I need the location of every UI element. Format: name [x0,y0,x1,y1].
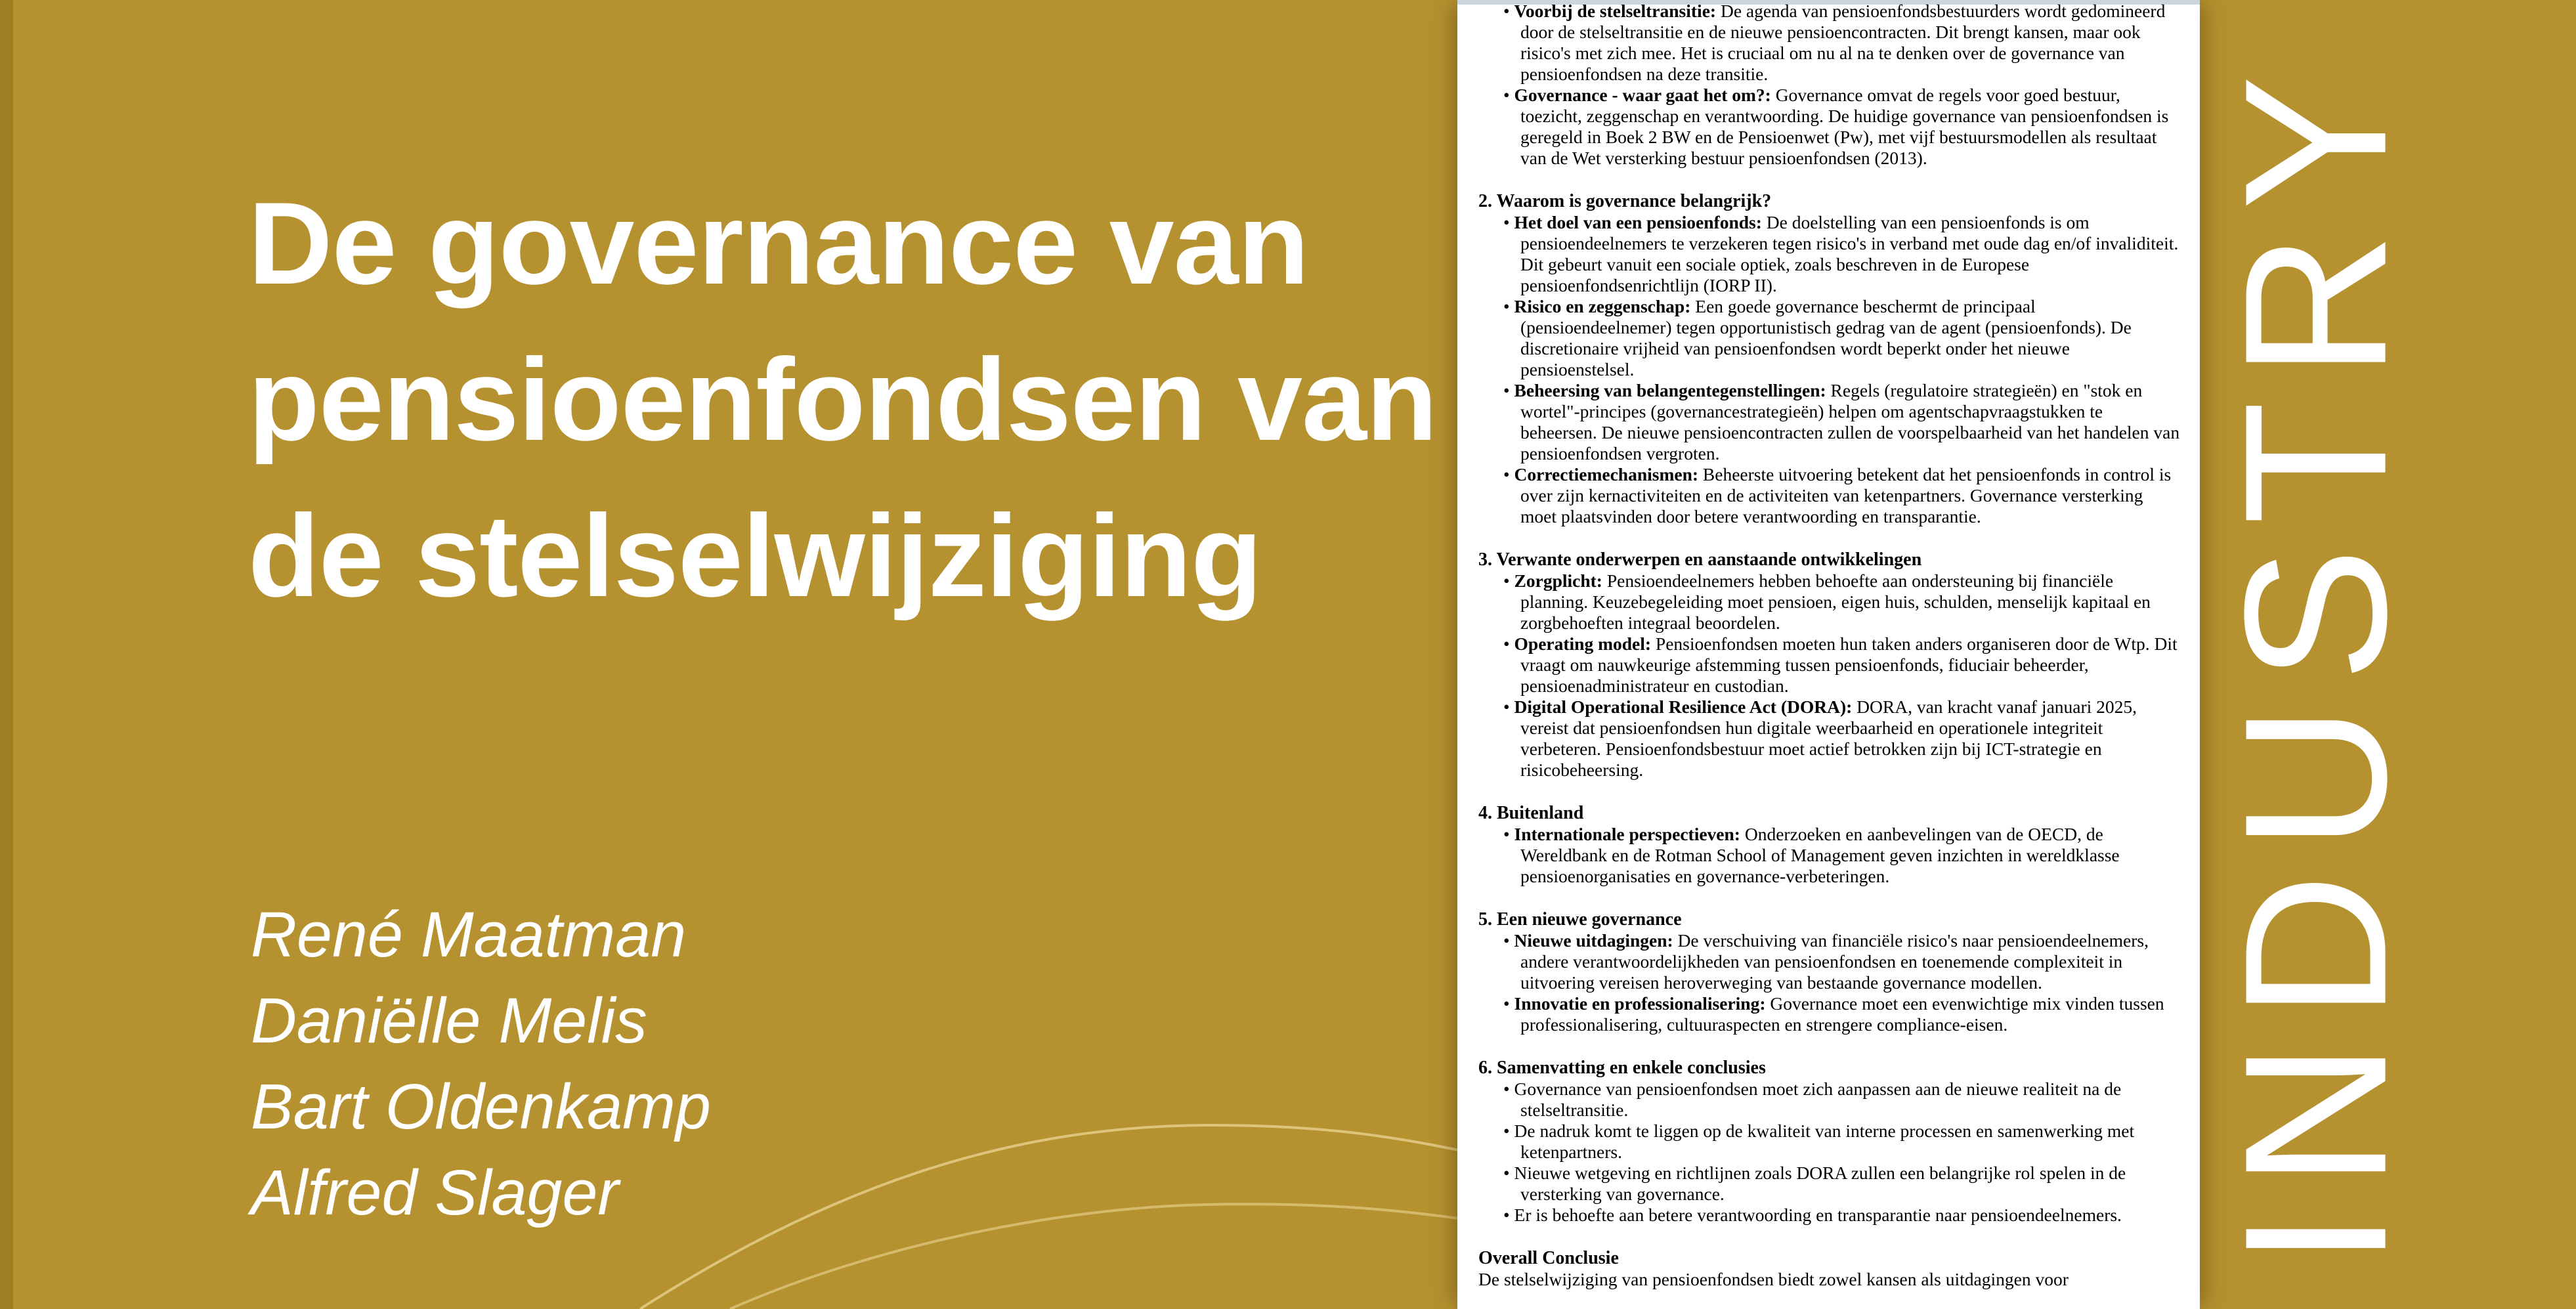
series-label-industry [2202,75,2429,1267]
bullet-term: Internationale perspectieven: [1514,824,1745,844]
bullet-list [1478,1079,2181,1226]
book-title [248,165,1437,634]
bullet-item: • De nadruk komt te liggen op de kwaliteit van interne processen en samenwerking met ketenpartners. [1503,1121,2135,1162]
bullet-term: Het doel van een pensioenfonds: [1514,212,1767,232]
bullet-term: Beheersing van belangentegenstellingen: [1514,380,1831,400]
bullet-list [1478,824,2181,887]
bullet-item: • Nieuwe wetgeving en richtlijnen zoals DORA zullen een belangrijke rol spelen in de versterking van governance. [1503,1163,2126,1204]
book-title-line-3: de stelselwijziging [248,490,1262,621]
document-section [1478,1248,2181,1290]
bullet-item: • Beheersing van belangentegenstellingen: Regels (regulatoire strategieën) en "stok en wortel"-principes (governancestrategieën) helpen om agentschapvraagstukken te beheersen. De nieuwe pensioencontracten zullen de voorspelbaarheid van het handelen van pensioenfondsen vergroten. [1503,380,2180,463]
bullet-term: Nieuwe uitdagingen: [1514,930,1678,951]
author-name: Alfred Slager [251,1157,619,1228]
bullet-list [1478,1,2181,169]
bullet-term: Risico en zeggenschap: [1514,296,1696,316]
bullet-term: Governance - waar gaat het om?: [1514,85,1776,105]
author-name: René Maatman [251,899,687,970]
series-label-letter: D [2202,873,2429,1019]
section-heading: 4. Buitenland [1478,803,1584,823]
bullet-item: • Operating model: Pensioenfondsen moeten hun taken anders organiseren door de Wtp. Dit vraagt om nauwkeurige afstemming tussen pensioenfonds, fiduciair beheerder, pensioenadministrateur en custodian. [1503,633,2178,696]
bullet-item: • Correctiemechanismen: Beheerste uitvoering betekent dat het pensioenfonds in control is over zijn kernactiviteiten en de activiteiten van ketenpartners. Governance versterking moet plaatsvinden door betere verantwoording en transparantie. [1503,464,2172,526]
bullet-item: • Zorgplicht: Pensioendeelnemers hebben behoefte aan ondersteuning bij financiële planning. Keuzebegeleiding moet pensioen, eigen huis, schulden, menselijk kapitaal en zorgbehoeften integraal beoordelen. [1503,570,2151,633]
bullet-term: Correctiemechanismen: [1514,464,1703,484]
section-heading: 3. Verwante onderwerpen en aanstaande ontwikkelingen [1478,549,1922,570]
section-heading: 2. Waarom is governance belangrijk? [1478,191,1772,211]
book-title-line-2: pensioenfondsen van [248,334,1437,465]
author-name: Bart Oldenkamp [251,1071,711,1142]
bullet-item: • Governance - waar gaat het om?: Governance omvat de regels voor goed bestuur, toezicht, zeggenschap en verantwoording. De huidige governance van pensioenfondsen is geregeld in Boek 2 BW en de Pensioenwet (Pw), met vijf bestuursmodellen als resultaat van de Wet versterking bestuur pensioenfondsen (2013). [1503,85,2169,168]
document-section [1478,803,2181,887]
document-section [1478,191,2181,527]
series-label-letter: S [2202,547,2429,683]
bullet-term: Zorgplicht: [1514,570,1607,591]
bullet-item: • Nieuwe uitdagingen: De verschuiving van financiële risico's naar pensioendeelnemers, andere verantwoordelijkheden van pensioenfondsen en toenemende complexiteit in uitvoering vereisen heroverweging van bestaande governance modellen. [1503,930,2149,993]
series-label-letter: U [2202,704,2429,851]
author-list [251,891,711,1235]
bullet-item: • Voorbij de stelseltransitie: De agenda van pensioenfondsbestuurders wordt gedomineerd door de stelseltransitie en de nieuwe pensioencontracten. Dit brengt kansen, maar ook risico's met zich mee. Het is cruciaal om nu al na te denken over de governance van pensioenfondsen na deze transitie. [1503,1,2166,84]
bullet-item: • Risico en zeggenschap: Een goede governance beschermt de principaal (pensioendeelnemer) tegen opportunistisch gedrag van de agent (pensioenfonds). De discretionaire vrijheid van pensioenfondsen wordt beperkt onder het nieuwe pensioenstelsel. [1503,296,2132,379]
document-page[interactable] [1457,0,2200,1309]
document-section [1478,549,2181,781]
section-heading: 5. Een nieuwe governance [1478,909,1682,930]
series-label-letter: Y [2202,75,2429,210]
series-label-letter: R [2202,232,2429,379]
bullet-term: Digital Operational Resilience Act (DORA): [1514,697,1857,717]
bullet-item: • Governance van pensioenfondsen moet zich aanpassen aan de nieuwe realiteit na de stelseltransitie. [1503,1079,2122,1120]
bullet-item: • Het doel van een pensioenfonds: De doelstelling van een pensioenfonds is om pensioendeelnemers te verzekeren tegen risico's in verband met oude dag en/of invaliditeit. Dit gebeurt vanuit een sociale optiek, zoals beschreven in de Europese pensioenfondsenrichtlijn (IORP II). [1503,212,2179,295]
bullet-item: • Internationale perspectieven: Onderzoeken en aanbevelingen van de OECD, de Wereldbank en de Rotman School of Management geven inzichten in wereldklasse pensioenorganisaties en governance-verbeteringen. [1503,824,2120,886]
bullet-term: Innovatie en professionalisering: [1514,993,1771,1014]
section-heading: 6. Samenvatting en enkele conclusies [1478,1058,1766,1078]
bullet-item: • Digital Operational Resilience Act (DORA): DORA, van kracht vanaf januari 2025, vereist dat pensioenfondsen hun digitale weerbaarheid en operationele integriteit verbeteren. Pensioenfondsbestuur moet actief betrokken zijn bij ICT-strategie en risicobeheersing. [1503,697,2137,780]
document-section [1478,1,2181,169]
document-section [1478,909,2181,1035]
series-label-letter: T [2202,401,2429,525]
book-title-line-1: De governance van [248,178,1309,309]
series-label-letter: I [2202,1210,2429,1267]
bullet-item: • Er is behoefte aan betere verantwoording en transparantie naar pensioendeelnemers. [1503,1205,2122,1225]
arc-curve-lower [730,1204,1477,1309]
document-sections [1457,1,2200,1309]
conclusion-paragraph: De stelselwijziging van pensioenfondsen biedt zowel kansen als uitdagingen voor [1478,1269,2069,1289]
bullet-list [1478,570,2181,781]
section-heading: Overall Conclusie [1478,1248,1619,1268]
bullet-list [1478,930,2181,1035]
author-name: Daniëlle Melis [251,985,647,1056]
bullet-list [1478,212,2181,527]
document-section [1478,1058,2181,1226]
bullet-item: • Innovatie en professionalisering: Governance moet een evenwichtige mix vinden tussen professionalisering, cultuuraspecten en strengere compliance-eisen. [1503,993,2164,1035]
bullet-term: Voorbij de stelseltransitie: [1514,1,1721,21]
bullet-term: Operating model: [1514,633,1656,654]
series-label-letter: N [2202,1042,2429,1188]
